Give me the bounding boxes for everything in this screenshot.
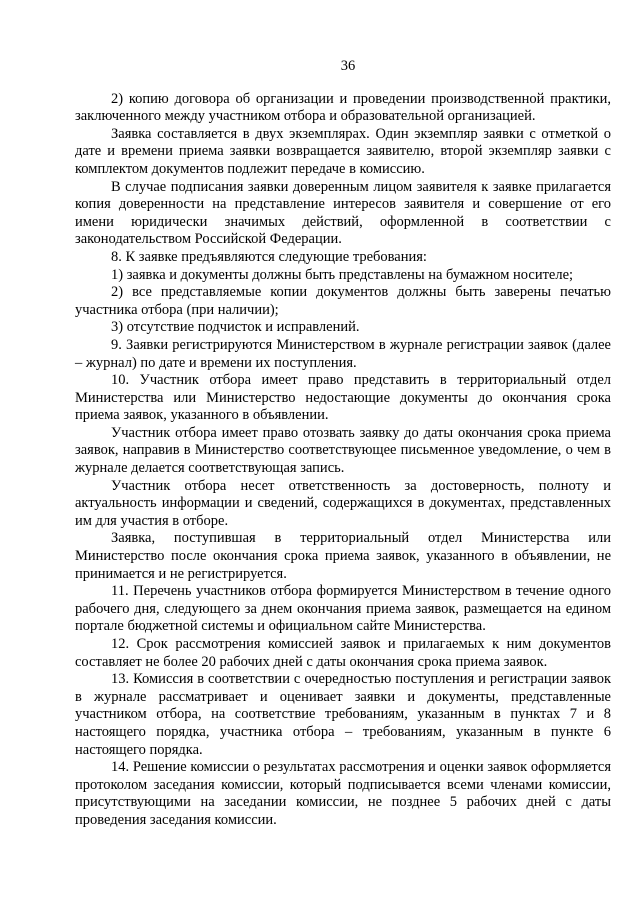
paragraph-withdrawal: Участник отбора имеет право отозвать заявку до даты окончания срока приема заявок, направив в Министерство соответствующее письменное уведомление, о чем в журнале делается соответствующая запись. xyxy=(75,424,611,477)
paragraph-requirement-1: 1) заявка и документы должны быть представлены на бумажном носителе; xyxy=(111,266,574,283)
paragraph-late-application: Заявка, поступившая в территориальный отдел Министерства или Министерство после окончания срока приема заявок, указанного в объявлении, не принимается и не регистрируется. xyxy=(75,530,611,582)
paragraph-12-review-period: 12. Срок рассмотрения комиссией заявок и прилагаемых к ним документов составляет не более 20 рабочих дней с даты окончания срока приема заявок. xyxy=(75,636,611,670)
paragraph-11-participants-list: 11. Перечень участников отбора формируется Министерством в течение одного рабочего дня, следующего за днем окончания приема заявок, размещается на едином портале бюджетной системы и официальном сайте Министерства. xyxy=(75,583,611,635)
paragraph-13-commission-review: 13. Комиссия в соответствии с очередностью поступления и регистрации заявок в журнале рассматривает и оценивает заявки и документы, представленные участником отбора, на соответствие требованиям, указанным в пунктах 7 и 8 настоящего порядка, участника отбора – требованиям, указанным в пункте 6 настоящего порядка. xyxy=(75,671,611,758)
paragraph-10-missing-documents: 10. Участник отбора имеет право представить в территориальный отдел Министерства или Министерство недостающие документы до окончания срока приема заявок, указанного в объявлении. xyxy=(75,372,611,424)
paragraph-application-copies: Заявка составляется в двух экземплярах. Один экземпляр заявки с отметкой о дате и времени приема заявки возвращается заявителю, второй экземпляр заявки с комплектом документов подлежит передаче в комиссию. xyxy=(75,125,611,177)
page-number: 36 xyxy=(340,58,356,74)
paragraph-2-contract-copy: 2) копию договора об организации и проведении производственной практики, заключенного между участником отбора и образовательной организацией. xyxy=(75,90,611,125)
paragraph-requirement-3: 3) отсутствие подчисток и исправлений. xyxy=(111,319,360,336)
paragraph-requirement-2: 2) все представляемые копии документов должны быть заверены печатью участника отбора (при наличии); xyxy=(75,284,611,318)
paragraph-14-commission-decision: 14. Решение комиссии о результатах рассмотрения и оценки заявок оформляется протоколом заседания комиссии, который подписывается всеми членами комиссии, присутствующими на заседании комиссии, не позднее 5 рабочих дней с даты проведения заседания комиссии. xyxy=(75,759,611,828)
paragraph-responsibility: Участник отбора несет ответственность за достоверность, полноту и актуальность информации и сведений, содержащихся в документах, представленных им для участия в отборе. xyxy=(75,477,611,529)
paragraph-8-requirements: 8. К заявке предъявляются следующие требования: xyxy=(111,248,427,265)
paragraph-9-registration: 9. Заявки регистрируются Министерством в журнале регистрации заявок (далее – журнал) по дате и времени их поступления. xyxy=(75,336,611,371)
paragraph-power-of-attorney: В случае подписания заявки доверенным лицом заявителя к заявке прилагается копия доверенности на представление интересов заявителя и совершение от его имени юридически значимых действий, оформленной в соответствии с законодательством Российской Федерации. xyxy=(75,178,611,248)
document-page xyxy=(75,58,611,830)
